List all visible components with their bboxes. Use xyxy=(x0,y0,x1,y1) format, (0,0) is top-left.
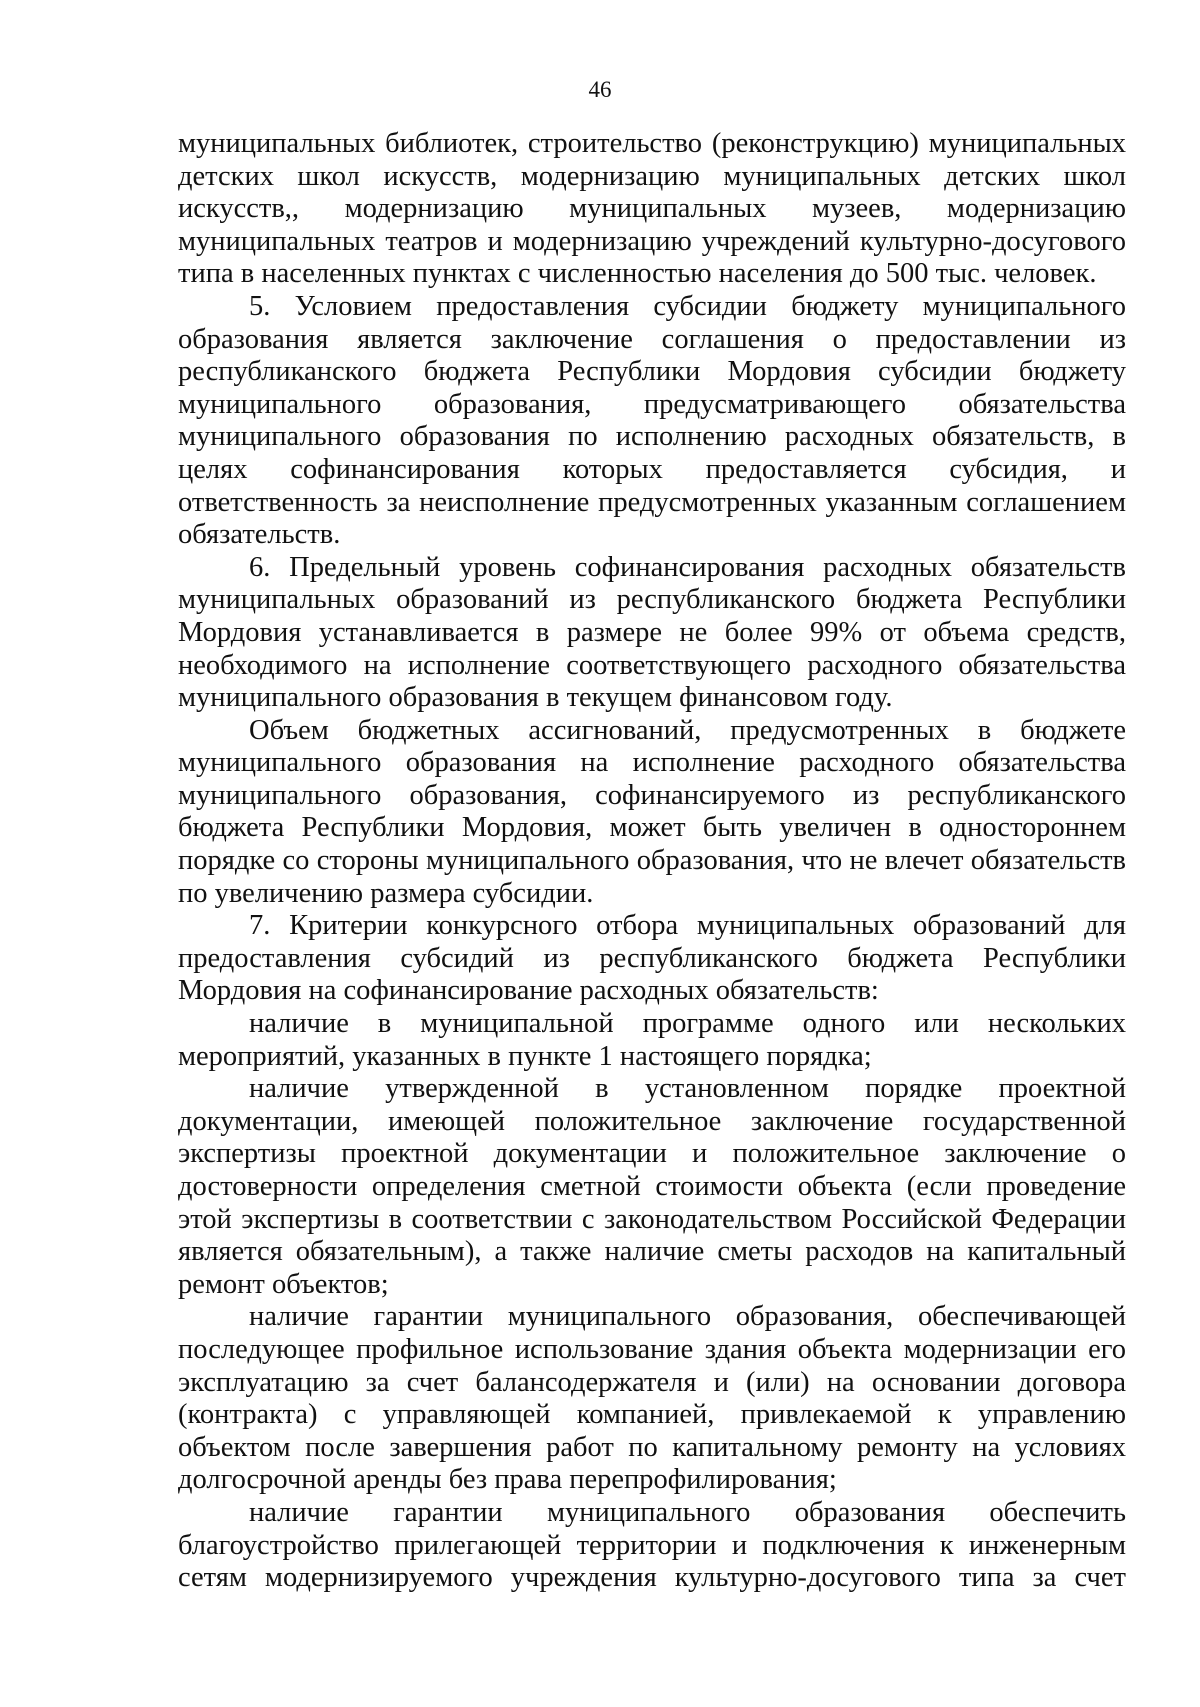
page-number: 46 xyxy=(588,77,612,102)
paragraph-item-7: 7. Критерии конкурсного отбора муниципальных образований для предоставления субсидий из республиканского бюджета Республики Мордовия на софинансирование расходных обязательств: xyxy=(178,910,1126,1007)
paragraph-continuation: муниципальных библиотек, строительство (реконструкцию) муниципальных детских школ искусств, модернизацию муниципальных детских школ искусств,, модернизацию муниципальных музеев, модернизацию муниципальных театров и модернизацию учреждений культурно-досугового типа в населенных пунктах с численностью населения до 500 тыс. человек. xyxy=(178,128,1126,290)
criterion-usage-guarantee: наличие гарантии муниципального образования, обеспечивающей последующее профильное использование здания объекта модернизации его эксплуатацию за счет балансодержателя и (или) на основании договора (контракта) с управляющей компанией, привлекаемой к управлению объектом после завершения работ по капитальному ремонту на условиях долгосрочной аренды без права перепрофилирования; xyxy=(178,1301,1126,1496)
document-body xyxy=(178,128,1126,1595)
criterion-municipal-program: наличие в муниципальной программе одного или нескольких мероприятий, указанных в пункте 1 настоящего порядка; xyxy=(178,1008,1126,1072)
paragraph-budget-allocations: Объем бюджетных ассигнований, предусмотренных в бюджете муниципального образования на исполнение расходного обязательства муниципального образования, софинансируемого из республиканского бюджета Республики Мордовия, может быть увеличен в одностороннем порядке со стороны муниципального образования, что не влечет обязательств по увеличению размера субсидии. xyxy=(178,714,1126,909)
criterion-improvement-guarantee: наличие гарантии муниципального образования обеспечить благоустройство прилегающей территории и подключения к инженерным сетям модернизируемого учреждения культурно-досугового типа за счет xyxy=(178,1496,1126,1594)
paragraph-item-5: 5. Условием предоставления субсидии бюджету муниципального образования является заключение соглашения о предоставлении из республиканского бюджета Республики Мордовия субсидии бюджету муниципального образования, предусматривающего обязательства муниципального образования по исполнению расходных обязательств, в целях софинансирования которых предоставляется субсидия, и ответственность за неисполнение предусмотренных указанным соглашением обязательств. xyxy=(178,290,1126,551)
paragraph-item-6: 6. Предельный уровень софинансирования расходных обязательств муниципальных образований из республиканского бюджета Республики Мордовия устанавливается в размере не более 99% от объема средств, необходимого на исполнение соответствующего расходного обязательства муниципального образования в текущем финансовом году. xyxy=(178,551,1126,714)
criterion-project-documentation: наличие утвержденной в установленном порядке проектной документации, имеющей положительное заключение государственной экспертизы проектной документации и положительное заключение о достоверности определения сметной стоимости объекта (если проведение этой экспертизы в соответствии с законодательством Российской Федерации является обязательным), а также наличие сметы расходов на капитальный ремонт объектов; xyxy=(178,1073,1126,1300)
